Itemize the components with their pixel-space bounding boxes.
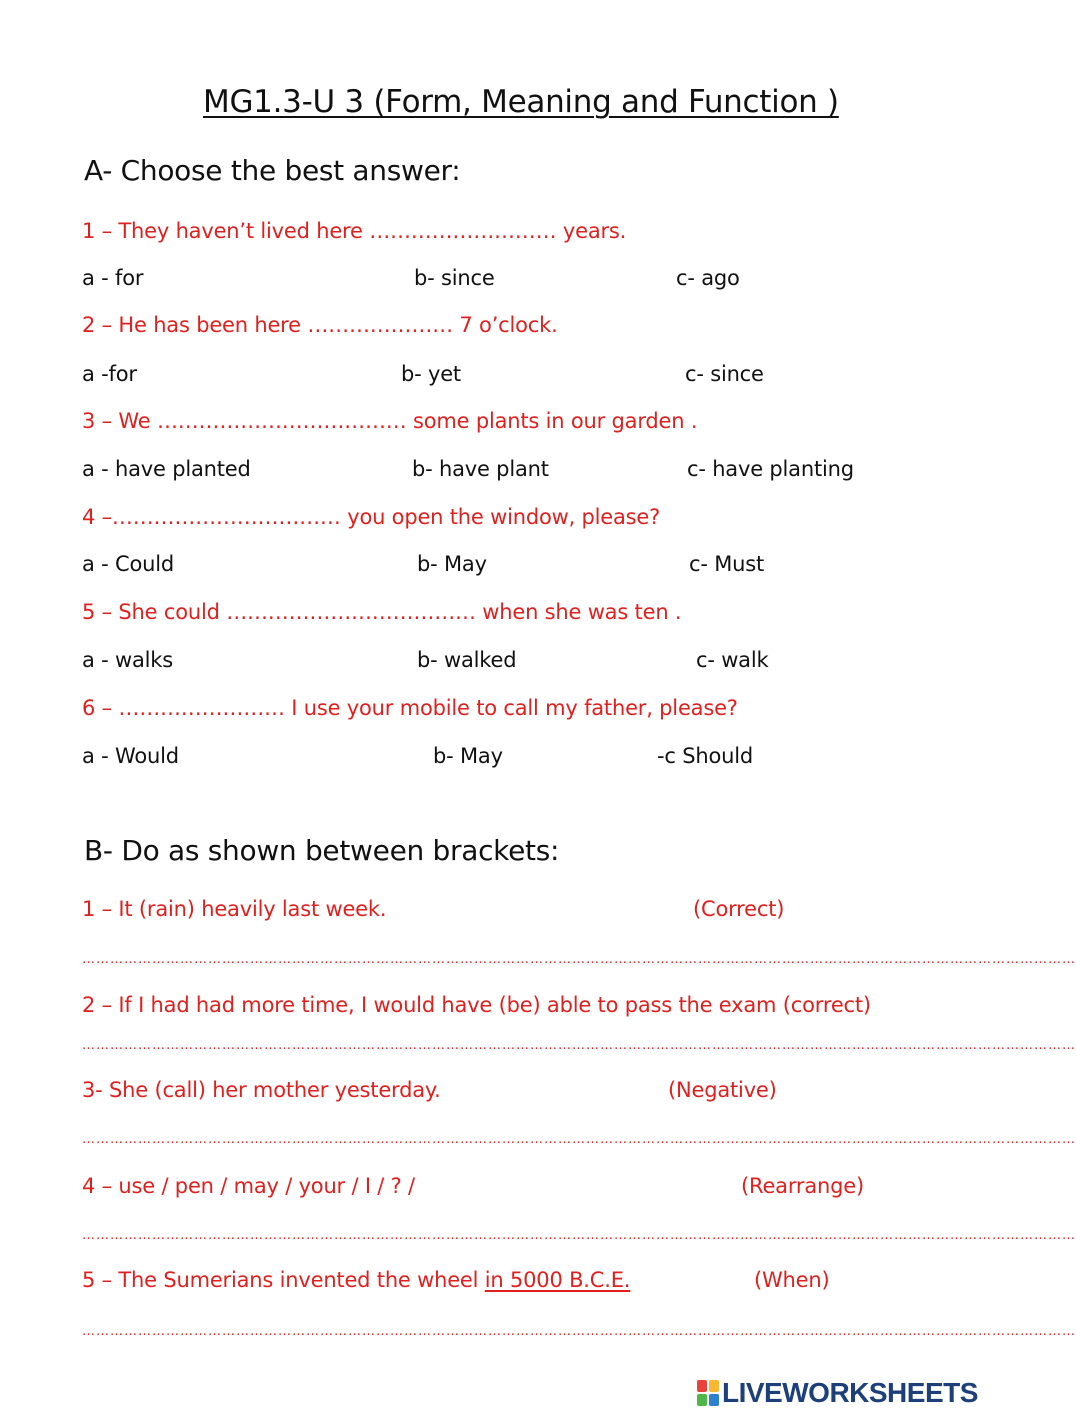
b-item-1: 1 – It (rain) heavily last week. — [82, 897, 387, 921]
q1-option-b[interactable]: b- since — [414, 266, 495, 290]
liveworksheets-text: LIVEWORKSHEETS — [722, 1377, 978, 1408]
b-item-2-answer-line[interactable]: …………………………………………………………………………………………………………………………………………………………………………………………… — [82, 1038, 1076, 1053]
b-item-5-underlined: in 5000 B.C.E. — [484, 1268, 631, 1292]
q4-option-c[interactable]: c- Must — [689, 552, 765, 576]
b-item-5-text: 5 – The Sumerians invented the wheel — [82, 1268, 485, 1292]
q2-option-b[interactable]: b- yet — [401, 362, 461, 386]
b-item-5-instruction: (When) — [754, 1268, 830, 1292]
q6-option-a[interactable]: a - Would — [82, 744, 179, 768]
q5-option-b[interactable]: b- walked — [417, 648, 517, 672]
b-item-5-answer-line[interactable]: …………………………………………………………………………………………………………………………………………………………………………………………… — [82, 1324, 1076, 1339]
question-2: 2 – He has been here ………………… 7 o’clock. — [82, 313, 558, 337]
section-b-heading: B- Do as shown between brackets: — [84, 834, 560, 867]
question-5: 5 – She could ……………………………… when she was ten . — [82, 600, 682, 624]
q6-option-b[interactable]: b- May — [433, 744, 503, 768]
b-item-3-instruction: (Negative) — [668, 1078, 777, 1102]
b-item-1-instruction: (Correct) — [693, 897, 785, 921]
q3-option-a[interactable]: a - have planted — [82, 457, 251, 481]
question-6: 6 – …………………… I use your mobile to call my father, please? — [82, 696, 738, 720]
q4-option-b[interactable]: b- May — [417, 552, 487, 576]
q1-option-c[interactable]: c- ago — [676, 266, 740, 290]
q3-option-b[interactable]: b- have plant — [412, 457, 549, 481]
page-title: MG1.3-U 3 (Form, Meaning and Function ) — [203, 84, 839, 120]
q6-option-c[interactable]: -c Should — [657, 744, 753, 768]
q2-option-c[interactable]: c- since — [685, 362, 764, 386]
question-1: 1 – They haven’t lived here ……………………… years. — [82, 219, 627, 243]
q2-option-a[interactable]: a -for — [82, 362, 137, 386]
b-item-1-answer-line[interactable]: …………………………………………………………………………………………………………………………………………………………………………………………… — [82, 952, 1076, 967]
b-item-2: 2 – If I had had more time, I would have (be) able to pass the exam (correct) — [82, 993, 871, 1017]
b-item-3: 3- She (call) her mother yesterday. — [82, 1078, 441, 1102]
q1-option-a[interactable]: a - for — [82, 266, 144, 290]
section-a-heading: A- Choose the best answer: — [84, 154, 461, 187]
b-item-4-instruction: (Rearrange) — [741, 1174, 864, 1198]
b-item-3-answer-line[interactable]: …………………………………………………………………………………………………………………………………………………………………………………………… — [82, 1132, 1076, 1147]
question-3: 3 – We ……………………………… some plants in our garden . — [82, 409, 698, 433]
b-item-5 — [82, 1268, 630, 1292]
liveworksheets-icon — [697, 1380, 719, 1406]
b-item-4-answer-line[interactable]: …………………………………………………………………………………………………………………………………………………………………………………………… — [82, 1228, 1076, 1243]
q3-option-c[interactable]: c- have planting — [687, 457, 854, 481]
liveworksheets-logo — [697, 1376, 978, 1410]
q4-option-a[interactable]: a - Could — [82, 552, 174, 576]
b-item-4: 4 – use / pen / may / your / I / ? / — [82, 1174, 415, 1198]
q5-option-c[interactable]: c- walk — [696, 648, 769, 672]
q5-option-a[interactable]: a - walks — [82, 648, 173, 672]
question-4: 4 –…………………………… you open the window, please? — [82, 505, 661, 529]
